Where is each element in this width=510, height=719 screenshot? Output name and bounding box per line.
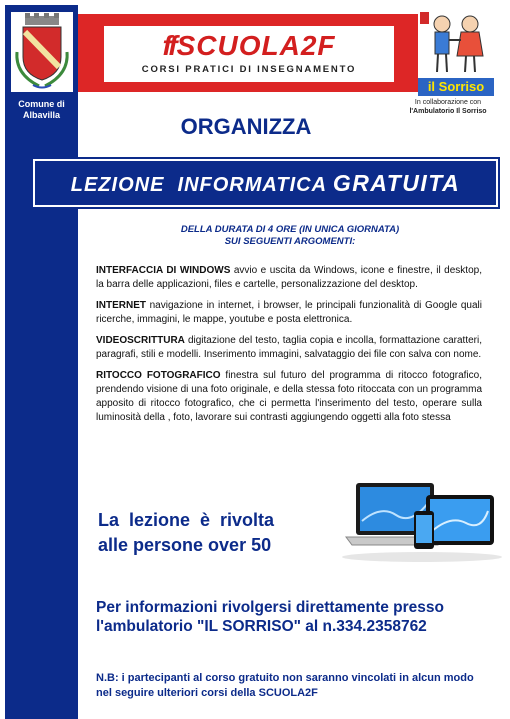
- scuola2f-logo: [104, 26, 394, 82]
- contact-line2: l'ambulatorio "IL SORRISO" al n.334.2358762: [96, 618, 427, 635]
- il-sorriso-logo-text: il Sorriso: [418, 78, 494, 96]
- comune-label: [5, 99, 78, 121]
- collaboration-line1: In collaborazione con: [414, 99, 482, 106]
- audience-statement: [98, 508, 338, 558]
- audience-line1: La lezione è rivolta: [98, 510, 275, 530]
- duration-line1: DELLA DURATA DI 4 ORE (IN UNICA GIORNATA): [180, 224, 400, 235]
- devices-illustration: [326, 475, 506, 565]
- banner-title-emphasis: GRATUITA: [332, 170, 461, 196]
- duration-note: [120, 224, 460, 248]
- scuola2f-logo-text: [104, 30, 394, 62]
- organizza-heading: ORGANIZZA: [180, 114, 312, 139]
- scuola2f-logo-word: SCUOLA2F: [176, 30, 336, 61]
- scuola2f-logo-prefix: ff: [162, 30, 175, 61]
- comune-label-text: Comune di Albavilla: [18, 99, 65, 120]
- topic-title: INTERNET: [96, 300, 146, 311]
- audience-line2: alle persone over 50: [98, 535, 272, 555]
- duration-line2: SUI SEGUENTI ARGOMENTI:: [224, 236, 356, 247]
- scuola2f-tagline: CORSI PRATICI DI INSEGNAMENTO: [141, 64, 357, 75]
- contact-line1: Per informazioni rivolgersi direttamente presso: [96, 599, 444, 616]
- topic-item: [96, 299, 482, 327]
- topic-text: navigazione in internet, i browser, le principali funzionalità di Google quali ricerche, immagini, le mappe, youtube e posta elettronica.: [96, 300, 482, 325]
- banner-title-main: LEZIONE INFORMATICA: [70, 174, 327, 196]
- topic-item: [96, 264, 482, 292]
- topics-list: [96, 264, 482, 432]
- contact-info: [96, 598, 496, 636]
- lesson-banner: [31, 157, 500, 209]
- topic-title: RITOCCO FOTOGRAFICO: [96, 370, 221, 381]
- topic-text: digitazione del testo, taglia copia e incolla, formattazione caratteri, paragrafi, stili e modelli. Inserimento immagini, salvataggio dei file con salva con nome.: [96, 335, 482, 360]
- topic-text: avvio e uscita da Windows, icone e finestre, il desktop, la barra delle applicazioni, files e cartelle, personalizzazione del desktop.: [96, 265, 482, 290]
- nb-disclaimer: N.B: i partecipanti al corso gratuito non saranno vincolati in alcun modo nel seguire ulteriori corsi della SCUOLA2F: [96, 672, 474, 699]
- topic-title: INTERFACCIA DI WINDOWS: [96, 265, 231, 276]
- collaboration-line2: l'Ambulatorio Il Sorriso: [409, 108, 487, 115]
- topic-title: VIDEOSCRITTURA: [96, 335, 185, 346]
- topic-item: [96, 369, 482, 425]
- topic-item: [96, 334, 482, 362]
- il-sorriso-logo-icon: [418, 10, 494, 96]
- topic-text: finestra sul futuro del programma di ritocco fotografico, prendendo visione di una foto originale, e della stessa foto ritoccata con un programma apposito di ritocco fotografico, che ci permetta l'inserimento del testo, operare sulla luminosità della , foto, lavorare sui contrasti aggiungendo oggetti alla foto stessa: [96, 370, 482, 423]
- coat-of-arms-icon: [11, 12, 73, 92]
- banner-title: [33, 170, 498, 197]
